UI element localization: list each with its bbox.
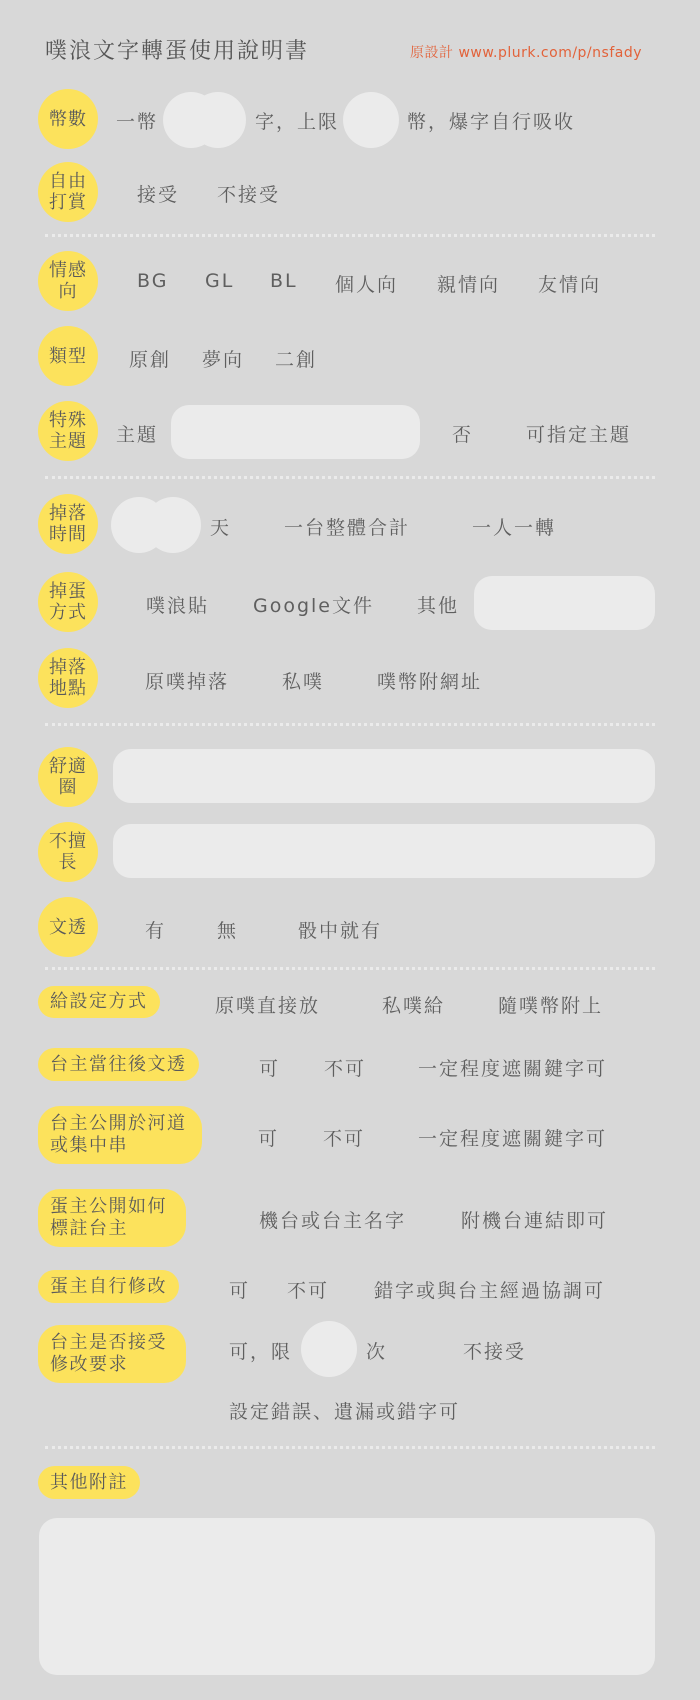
orientation-option-bl[interactable]: BL bbox=[270, 270, 298, 292]
setting-method-option-private[interactable]: 私噗給 bbox=[382, 995, 446, 1017]
tip-tag: 自由打賞 bbox=[38, 162, 98, 222]
theme-input[interactable] bbox=[171, 405, 420, 459]
drop-time-unit: 天 bbox=[210, 517, 232, 539]
coins-prefix: 一幣 bbox=[116, 111, 159, 133]
tip-option-accept[interactable]: 接受 bbox=[137, 184, 180, 206]
egg-edit-option-yes[interactable]: 可 bbox=[229, 1280, 251, 1302]
orientation-option-gl[interactable]: GL bbox=[205, 270, 235, 292]
coins-limit-input[interactable] bbox=[343, 92, 399, 148]
spoiler-tag: 文透 bbox=[38, 897, 98, 957]
egg-edit-option-conditional[interactable]: 錯字或與台主經過協調可 bbox=[374, 1280, 606, 1302]
egg-edit-tag: 蛋主自行修改 bbox=[38, 1270, 179, 1303]
drop-method-option-other[interactable]: 其他 bbox=[417, 595, 460, 617]
orientation-option-personal[interactable]: 個人向 bbox=[335, 274, 399, 296]
drop-time-option-total[interactable]: 一台整體合計 bbox=[284, 517, 411, 539]
drop-place-option-original[interactable]: 原噗掉落 bbox=[145, 671, 230, 693]
drop-place-tag: 掉落地點 bbox=[38, 648, 98, 708]
special-theme-option-no[interactable]: 否 bbox=[452, 424, 474, 446]
type-option-original[interactable]: 原創 bbox=[129, 349, 172, 371]
drop-days-input-b[interactable] bbox=[145, 497, 201, 553]
revision-tag: 台主是否接受修改要求 bbox=[38, 1325, 186, 1383]
revision-count-input[interactable] bbox=[301, 1321, 357, 1377]
coins-chars-input-b[interactable] bbox=[190, 92, 246, 148]
type-tag: 類型 bbox=[38, 326, 98, 386]
divider bbox=[45, 234, 655, 237]
owner-spoiler-option-yes[interactable]: 可 bbox=[259, 1058, 281, 1080]
design-credit: 原設計 www.plurk.com/p/nsfady bbox=[410, 45, 642, 61]
egg-credit-tag: 蛋主公開如何標註台主 bbox=[38, 1189, 186, 1247]
weak-tag: 不擅長 bbox=[38, 822, 98, 882]
revision-option-errors[interactable]: 設定錯誤、遺漏或錯字可 bbox=[229, 1401, 461, 1423]
spoiler-option-yes[interactable]: 有 bbox=[145, 920, 167, 942]
setting-method-tag: 給設定方式 bbox=[38, 986, 160, 1018]
orientation-option-family[interactable]: 親情向 bbox=[437, 274, 501, 296]
drop-place-option-private[interactable]: 私噗 bbox=[282, 671, 325, 693]
owner-public-option-yes[interactable]: 可 bbox=[258, 1128, 280, 1150]
owner-public-tag: 台主公開於河道或集中串 bbox=[38, 1106, 202, 1164]
special-theme-label: 主題 bbox=[116, 424, 159, 446]
notes-input[interactable] bbox=[39, 1518, 655, 1675]
tip-option-reject[interactable]: 不接受 bbox=[217, 184, 281, 206]
orientation-option-friend[interactable]: 友情向 bbox=[538, 274, 602, 296]
revision-unit: 次 bbox=[366, 1341, 388, 1363]
weak-input[interactable] bbox=[113, 824, 655, 878]
page-title: 噗浪文字轉蛋使用說明書 bbox=[45, 39, 310, 64]
revision-prefix[interactable]: 可，限 bbox=[229, 1341, 293, 1363]
coins-suffix: 幣，爆字自行吸收 bbox=[407, 111, 576, 133]
drop-method-option-plurk[interactable]: 噗浪貼 bbox=[146, 595, 210, 617]
owner-public-option-no[interactable]: 不可 bbox=[323, 1128, 366, 1150]
egg-edit-option-no[interactable]: 不可 bbox=[287, 1280, 330, 1302]
comfort-input[interactable] bbox=[113, 749, 655, 803]
divider bbox=[45, 967, 655, 970]
revision-option-reject[interactable]: 不接受 bbox=[463, 1341, 527, 1363]
orientation-option-bg[interactable]: BG bbox=[137, 270, 169, 292]
coins-tag: 幣數 bbox=[38, 89, 98, 149]
drop-method-option-gdoc[interactable]: Google文件 bbox=[253, 595, 375, 617]
type-option-fanwork[interactable]: 二創 bbox=[275, 349, 318, 371]
setting-method-option-direct[interactable]: 原噗直接放 bbox=[215, 995, 321, 1017]
drop-time-option-per-person[interactable]: 一人一轉 bbox=[472, 517, 557, 539]
coins-middle: 字，上限 bbox=[255, 111, 340, 133]
divider bbox=[45, 1446, 655, 1449]
setting-method-option-with-coin[interactable]: 隨噗幣附上 bbox=[498, 995, 604, 1017]
drop-method-other-input[interactable] bbox=[474, 576, 655, 630]
drop-method-tag: 掉蛋方式 bbox=[38, 572, 98, 632]
owner-public-option-partial[interactable]: 一定程度遮關鍵字可 bbox=[418, 1128, 608, 1150]
egg-credit-option-name[interactable]: 機台或台主名字 bbox=[259, 1210, 407, 1232]
owner-spoiler-option-no[interactable]: 不可 bbox=[324, 1058, 367, 1080]
egg-credit-option-link[interactable]: 附機台連結即可 bbox=[461, 1210, 609, 1232]
drop-place-option-coin-url[interactable]: 噗幣附網址 bbox=[377, 671, 483, 693]
divider bbox=[45, 476, 655, 479]
notes-tag: 其他附註 bbox=[38, 1466, 140, 1499]
spoiler-option-no[interactable]: 無 bbox=[217, 920, 239, 942]
orientation-tag: 情感向 bbox=[38, 251, 98, 311]
special-theme-option-assign[interactable]: 可指定主題 bbox=[526, 424, 632, 446]
owner-spoiler-option-partial[interactable]: 一定程度遮關鍵字可 bbox=[418, 1058, 608, 1080]
spoiler-option-dice[interactable]: 骰中就有 bbox=[298, 920, 383, 942]
special-theme-tag: 特殊主題 bbox=[38, 401, 98, 461]
comfort-tag: 舒適圈 bbox=[38, 747, 98, 807]
drop-time-tag: 掉落時間 bbox=[38, 494, 98, 554]
type-option-dream[interactable]: 夢向 bbox=[202, 349, 245, 371]
divider bbox=[45, 723, 655, 726]
owner-spoiler-tag: 台主當往後文透 bbox=[38, 1048, 199, 1081]
